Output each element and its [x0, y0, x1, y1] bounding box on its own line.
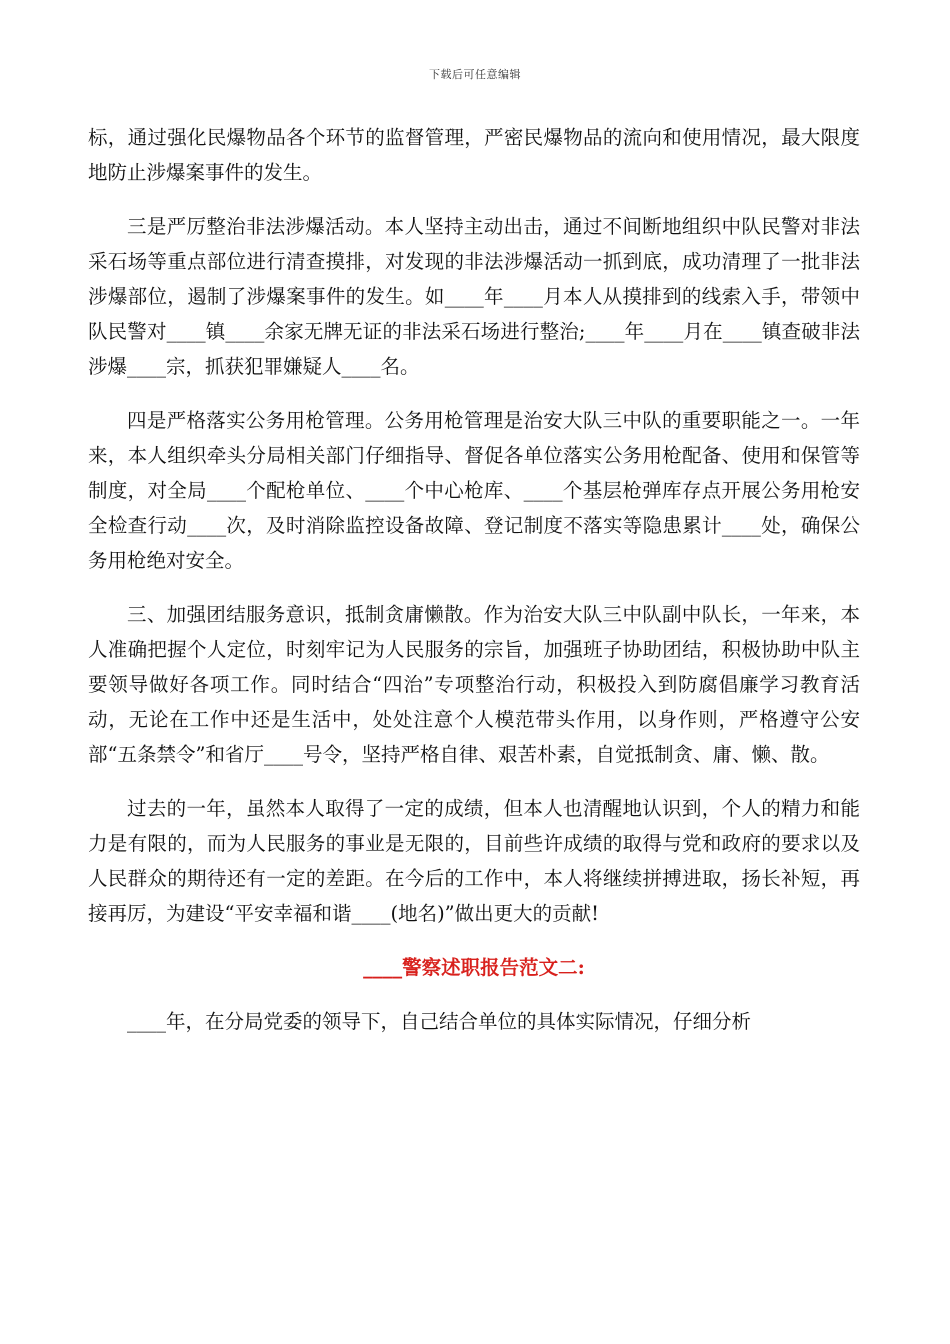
paragraph-2: 三是严厉整治非法涉爆活动。本人坚持主动出击，通过不间断地组织中队民警对非法采石场等重点部位进行清查摸排，对发现的非法涉爆活动一抓到底，成功清理了一批非法涉爆部位，遏制了涉爆案事件的发生。如____年____月本人从摸排到的线索入手，带领中队民警对____镇____余家无牌无证的非法采石场进行整治;____年____月在____镇查破非法涉爆____宗，抓获犯罪嫌疑人____名。	[88, 215, 860, 378]
paragraph-5: 过去的一年，虽然本人取得了一定的成绩，但本人也清醒地认识到，个人的精力和能力是有限的，而为人民服务的事业是无限的，目前些许成绩的取得与党和政府的要求以及人民群众的期待还有一定的差距。在今后的工作中，本人将继续拼搏进取，扬长补短，再接再厉，为建设“平安幸福和谐____(地名)”做出更大的贡献!	[88, 797, 860, 925]
document-body	[88, 120, 860, 1058]
paragraph-4: 三、加强团结服务意识，抵制贪庸懒散。作为治安大队三中队副中队长，一年来，本人准确把握个人定位，时刻牢记为人民服务的宗旨，加强班子协助团结，积极协助中队主要领导做好各项工作。同时结合“四治”专项整治行动，积极投入到防腐倡廉学习教育活动，无论在工作中还是生活中，处处注意个人模范带头作用，以身作则，严格遵守公安部“五条禁令”和省厅____号令，坚持严格自律、艰苦朴素，自觉抵制贪、庸、懒、散。	[88, 603, 860, 766]
paragraph-3: 四是严格落实公务用枪管理。公务用枪管理是治安大队三中队的重要职能之一。一年来，本人组织牵头分局相关部门仔细指导、督促各单位落实公务用枪配备、使用和保管等制度，对全局____个配枪单位、____个中心枪库、____个基层枪弹库存点开展公务用枪安全检查行动____次，及时消除监控设备故障、登记制度不落实等隐患累计____处，确保公务用枪绝对安全。	[88, 409, 860, 572]
header-note: 下载后可任意编辑	[429, 68, 521, 81]
paragraph-1: 标，通过强化民爆物品各个环节的监督管理，严密民爆物品的流向和使用情况，最大限度地防止涉爆案事件的发生。	[88, 126, 860, 184]
section-heading: ____警察述职报告范文二:	[363, 956, 585, 979]
paragraph-6: ____年，在分局党委的领导下，自己结合单位的具体实际情况，仔细分析	[127, 1010, 752, 1033]
